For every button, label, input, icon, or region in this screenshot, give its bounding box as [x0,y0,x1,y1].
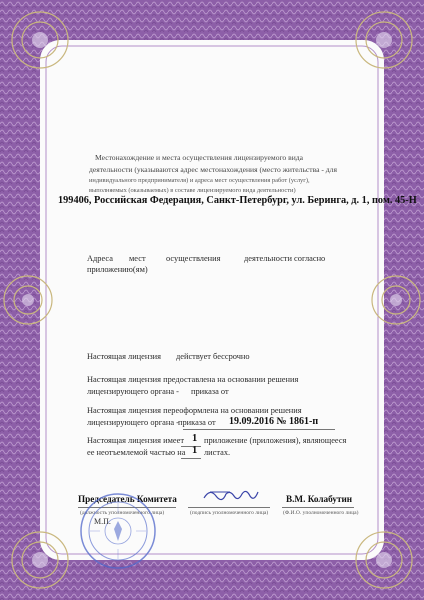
reissue-date-number: 19.09.2016 № 1861-п [229,416,319,427]
signatory-name: В.М. Колабутин [286,494,353,504]
appendix-sheets-underline [181,458,201,459]
appendix-sheets: 1 [192,445,198,456]
places-label-w4: деятельности согласно [244,254,326,263]
position-caption: (должность уполномоченного лица) [80,510,165,516]
places-label-w3: осуществления [166,254,221,263]
address-value: 199406, Российская Федерация, Санкт-Петербург, ул. Беринга, д. 1, пом. 45-Н [58,195,417,206]
places-label-w1: Адреса [87,254,113,263]
reissue-underline [183,429,335,430]
reissue-line2: лицензирующего органа - [87,418,179,427]
appendix-count: 1 [192,433,198,444]
reissue-line2-suffix: приказа от [178,418,216,427]
signature-caption: (подпись уполномоченного лица) [190,510,269,516]
signatory-position: Председатель Комитета [78,494,177,504]
official-seal [78,491,158,571]
basis-line2-suffix: приказа от [191,387,229,396]
reissue-line1: Настоящая лицензия переоформлена на основании решения [87,406,302,415]
name-caption: (Ф.И.О. уполномоченного лица) [283,510,359,516]
address-header-line2: деятельности (указываются адрес местонахождения (место жительства - для [89,165,337,174]
appendix-line1-prefix: Настоящая лицензия имеет [87,436,184,445]
name-underline [282,507,354,508]
appendix-line2-prefix: ее неотъемлемой частью на [87,448,186,457]
places-label-line2: приложению(ям) [87,265,148,274]
appendix-line1-suffix: приложение (приложения), являющееся [204,436,347,445]
handwritten-signature [200,484,262,508]
basis-line1: Настоящая лицензия предоставлена на основании решения [87,375,299,384]
address-header-line3: индивидуального предпринимателя) и адреса мест осуществления работ (услуг), [89,177,310,184]
signature-underline [188,507,270,508]
mp-mark: М.П. [94,517,111,526]
basis-line2: лицензирующего органа - [87,387,179,396]
appendix-line2-suffix: листах. [204,448,231,457]
places-label-w2: мест [129,254,146,263]
appendix-count-underline [181,446,201,447]
validity-value: действует бессрочно [176,352,250,361]
address-header-line1: Местонахождение и места осуществления лицензируемого вида [95,153,304,162]
validity-label: Настоящая лицензия [87,352,162,361]
address-header-line4: выполняемых (оказываемых) в составе лицензируемого вида деятельности) [89,187,296,194]
